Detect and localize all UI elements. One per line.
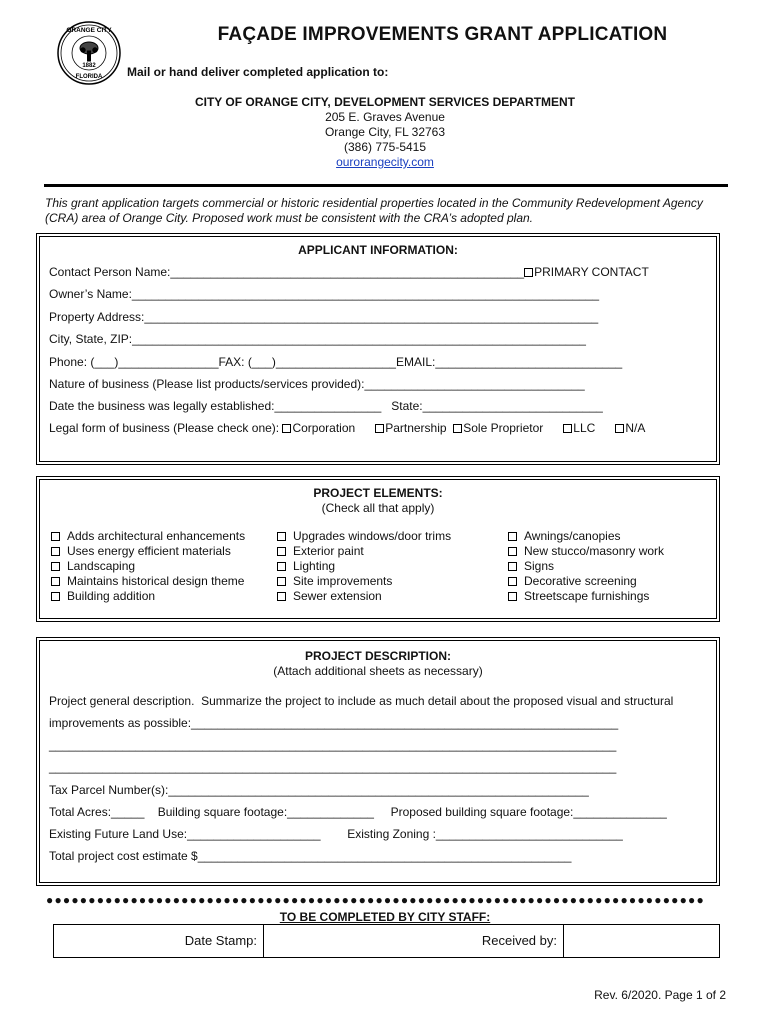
element-option[interactable] [51, 589, 245, 604]
project-cost-field[interactable]: Total project cost estimate $________________________________________________________ [49, 849, 572, 863]
element-label: Site improvements [293, 574, 393, 588]
element-label: Lighting [293, 559, 336, 573]
primary-contact-label: PRIMARY CONTACT [534, 265, 649, 279]
department-name: CITY OF ORANGE CITY, DEVELOPMENT SERVICES DEPARTMENT [194, 95, 576, 109]
element-checkbox[interactable] [508, 547, 517, 556]
element-label: Landscaping [67, 559, 136, 573]
element-checkbox[interactable] [508, 577, 517, 586]
element-label: Sewer extension [293, 589, 382, 603]
phone-number: (386) 775-5415 [343, 140, 427, 154]
element-label: Uses energy efficient materials [67, 544, 231, 558]
applicant-information-section [36, 233, 720, 465]
project-description-heading: PROJECT DESCRIPTION: [304, 649, 451, 663]
tax-parcel-field[interactable]: Tax Parcel Number(s):_______________________________________________________________ [49, 783, 589, 797]
element-option[interactable] [508, 529, 664, 544]
element-checkbox[interactable] [51, 547, 60, 556]
element-option[interactable] [51, 559, 245, 574]
page-title: FAÇADE IMPROVEMENTS GRANT APPLICATION [217, 24, 668, 45]
dotted-separator: ●●●●●●●●●●●●●●●●●●●●●●●●●●●●●●●●●●●●●●●●●●●●●●●●●●●●●●●●●●●●●●●●●●●●●●●●●●●●●● [46, 896, 705, 904]
element-option[interactable] [508, 589, 664, 604]
element-option[interactable] [508, 544, 664, 559]
element-option[interactable] [277, 544, 451, 559]
header-divider [44, 184, 728, 187]
element-option[interactable] [51, 529, 245, 544]
element-checkbox[interactable] [51, 592, 60, 601]
partnership-label: Partnership [385, 421, 447, 435]
staff-heading: TO BE COMPLETED BY CITY STAFF: [279, 910, 491, 924]
city-state-zip-field[interactable]: City, State, ZIP:____________________________________________________________________ [49, 332, 586, 346]
land-use-zoning-field[interactable]: Existing Future Land Use:____________________ Existing Zoning :____________________________ [49, 827, 623, 841]
element-label: Decorative screening [524, 574, 637, 588]
project-description-subheading: (Attach additional sheets as necessary) [273, 664, 483, 678]
acreage-footage-field[interactable]: Total Acres:_____ Building square footage:_____________ Proposed building square footage:______________ [49, 805, 667, 819]
nature-of-business-field[interactable]: Nature of business (Please list products/services provided):_________________________________ [49, 377, 585, 391]
property-address-field[interactable]: Property Address:____________________________________________________________________ [49, 310, 599, 324]
sole-proprietor-label: Sole Proprietor [463, 421, 544, 435]
city-state-zip: Orange City, FL 32763 [324, 125, 446, 139]
element-option[interactable] [277, 529, 451, 544]
element-checkbox[interactable] [277, 577, 286, 586]
received-by-label: Received by: [264, 925, 564, 957]
element-option[interactable] [277, 589, 451, 604]
owner-name-field[interactable]: Owner’s Name:______________________________________________________________________ [49, 287, 600, 301]
na-label: N/A [625, 421, 646, 435]
element-label: Awnings/canopies [524, 529, 621, 543]
legal-form-label: Legal form of business (Please check one): [49, 421, 283, 435]
element-option[interactable] [51, 574, 245, 589]
legal-form-field [49, 421, 645, 435]
seal-bottom-text: FLORIDA [75, 74, 103, 80]
llc-checkbox[interactable] [563, 424, 572, 433]
phone-fax-email-field[interactable]: Phone: (___)_______________FAX: (___)__________________EMAIL:____________________________ [49, 355, 623, 369]
element-checkbox[interactable] [51, 562, 60, 571]
na-checkbox[interactable] [615, 424, 624, 433]
element-label: Adds architectural enhancements [67, 529, 246, 543]
seal-year: 1882 [82, 63, 96, 69]
elements-column-3 [508, 529, 664, 604]
project-description-section [36, 637, 720, 886]
project-elements-heading: PROJECT ELEMENTS: [313, 486, 443, 500]
element-label: Maintains historical design theme [67, 574, 245, 588]
mail-instruction: Mail or hand deliver completed application to: [127, 65, 389, 79]
element-label: New stucco/masonry work [524, 544, 665, 558]
partnership-checkbox[interactable] [375, 424, 384, 433]
date-stamp-label: Date Stamp: [54, 925, 264, 957]
description-instructions: Project general description. Summarize the project to include as much detail about the proposed visual and structural [49, 694, 674, 708]
description-field-line[interactable]: _____________________________________________________________________________________ [49, 760, 617, 774]
mailing-address [0, 95, 770, 170]
llc-label: LLC [573, 421, 596, 435]
street-address: 205 E. Graves Avenue [325, 110, 445, 124]
project-elements-subheading: (Check all that apply) [321, 501, 435, 515]
description-field-line[interactable]: improvements as possible:________________________________________________________________ [49, 716, 619, 730]
staff-stamp-table [53, 924, 720, 958]
elements-column-1 [51, 529, 245, 604]
element-option[interactable] [508, 559, 664, 574]
element-checkbox[interactable] [51, 577, 60, 586]
description-field-line[interactable]: _____________________________________________________________________________________ [49, 738, 617, 752]
element-checkbox[interactable] [508, 532, 517, 541]
corporation-checkbox[interactable] [282, 424, 291, 433]
element-label: Upgrades windows/door trims [293, 529, 452, 543]
intro-text: This grant application targets commercial or historic residential properties located in the Community Redevelopment Agency (CRA) area of Orange City. Proposed work must be consistent with the CRA’s adopted plan. [45, 196, 703, 225]
element-label: Exterior paint [293, 544, 364, 558]
elements-column-2 [277, 529, 451, 604]
applicant-heading: APPLICANT INFORMATION: [298, 243, 458, 257]
primary-contact-checkbox[interactable] [524, 268, 533, 277]
seal-top-text: ORANGE CITY [66, 27, 112, 34]
element-checkbox[interactable] [51, 532, 60, 541]
corporation-label: Corporation [292, 421, 356, 435]
element-checkbox[interactable] [508, 562, 517, 571]
website-link[interactable]: ourorangecity.com [336, 155, 434, 169]
element-label: Signs [524, 559, 555, 573]
element-option[interactable] [508, 574, 664, 589]
element-checkbox[interactable] [277, 532, 286, 541]
project-elements-section [36, 476, 720, 622]
establishment-date-field[interactable]: Date the business was legally established:________________ State:___________________________ [49, 399, 603, 413]
element-option[interactable] [51, 544, 245, 559]
contact-person-label: Contact Person Name:_____________________________________________________ [49, 265, 525, 279]
contact-person-field[interactable] [49, 265, 649, 279]
element-checkbox[interactable] [277, 592, 286, 601]
element-checkbox[interactable] [277, 562, 286, 571]
element-option[interactable] [277, 574, 451, 589]
element-checkbox[interactable] [508, 592, 517, 601]
element-label: Building addition [67, 589, 156, 603]
sole-proprietor-checkbox[interactable] [453, 424, 462, 433]
element-label: Streetscape furnishings [524, 589, 650, 603]
element-checkbox[interactable] [277, 547, 286, 556]
revision-footer: Rev. 6/2020. Page 1 of 2 [594, 988, 726, 1002]
element-option[interactable] [277, 559, 451, 574]
